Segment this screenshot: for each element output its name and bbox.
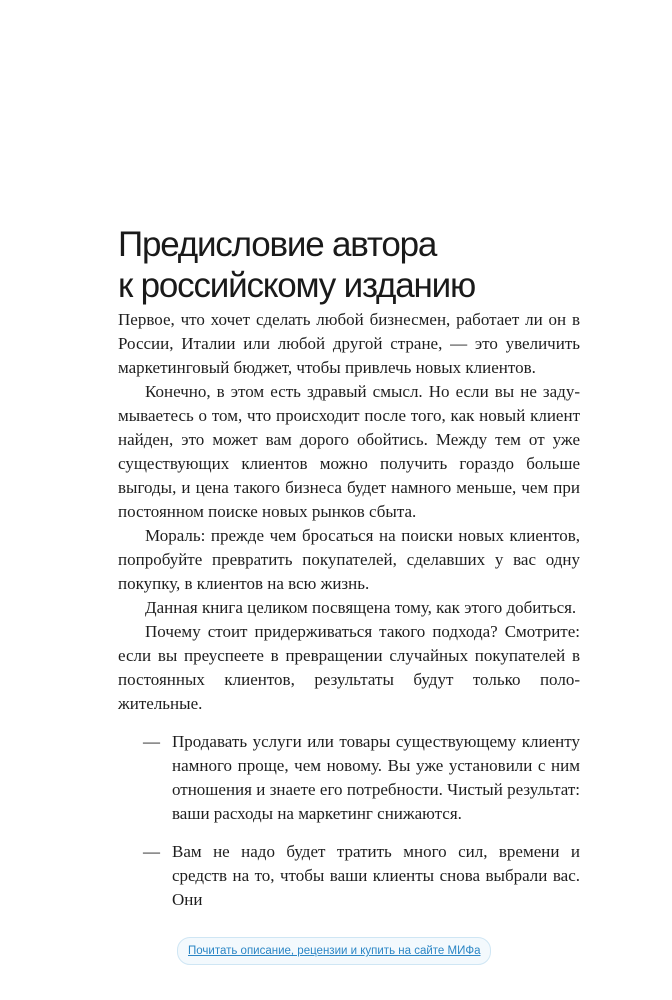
list-item-text: Вам не надо будет тратить много сил, времени и средств на то, чтобы ваши клиенты снова выбрали вас. Они (172, 842, 580, 909)
list-item-text: Продавать услуги или товары существующему клиенту намного проще, чем новому. Вы уже установили с ним отношения и знаете его потребности. Чистый результат: ваши расходы на маркетинг снижаются. (172, 732, 580, 823)
dash-marker: — (143, 732, 160, 751)
list-item (118, 840, 580, 912)
bullet-list (118, 730, 580, 912)
chapter-title (118, 224, 578, 306)
paragraph: Почему стоит придерживаться такого подхода? Смотрите: если вы преуспеете в превращении случайных покупателей в постоянных клиентов, результаты будут только положительные. (118, 622, 580, 713)
chapter-title-line-1: Предисловие автора (118, 225, 437, 264)
paragraph: Мораль: прежде чем бросаться на поиски новых клиентов, попробуйте превратить покупателей, сделавших у вас одну покупку, в клиентов на всю жизнь. (118, 526, 580, 593)
dash-marker: — (143, 842, 160, 861)
paragraph: Конечно, в этом есть здравый смысл. Но если вы не задумываетесь о том, что происходит после того, как новый клиент найден, это может вам дорого обойтись. Между тем от уже существующих клиентов можно получить гораздо больше выгоды, и цена такого бизнеса будет намного меньше, чем при постоянном поиске новых рынков сбыта. (118, 382, 580, 521)
paragraph: Данная книга целиком посвящена тому, как этого добиться. (145, 598, 577, 617)
chapter-title-line-2: к российскому изданию (118, 266, 476, 305)
buy-on-mif-link[interactable]: Почитать описание, рецензии и купить на сайте МИФа (177, 937, 491, 965)
list-item (118, 730, 580, 826)
body-text (118, 308, 580, 926)
paragraph: Первое, что хочет сделать любой бизнесмен, работает ли он в России, Италии или любой другой стране, — это увеличить маркетинговый бюджет, чтобы привлечь новых клиентов. (118, 310, 580, 377)
